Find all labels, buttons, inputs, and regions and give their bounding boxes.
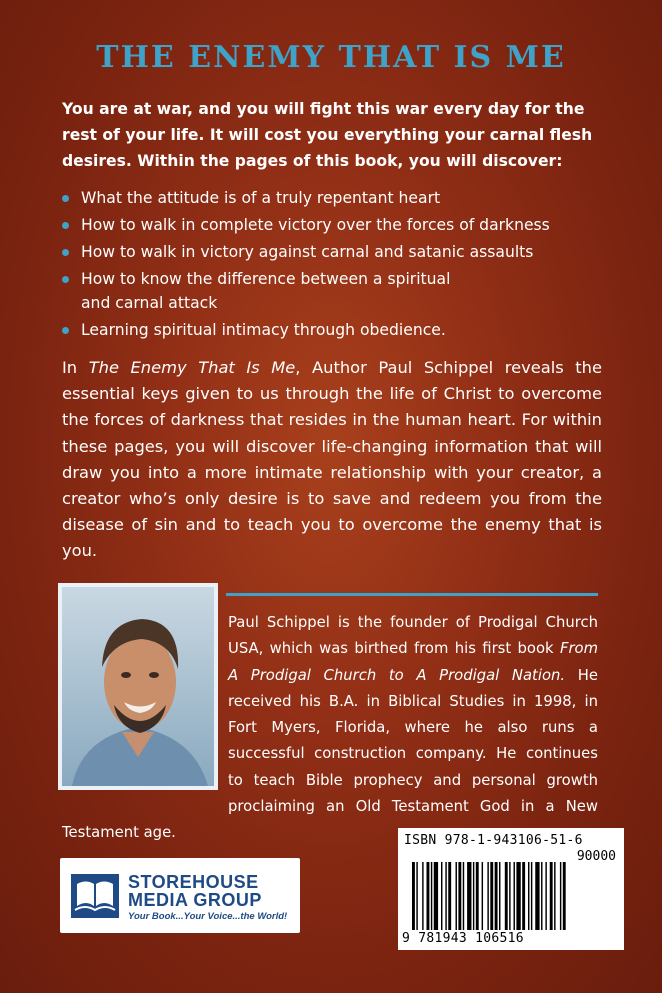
isbn-text: ISBN 978-1-943106-51-6: [404, 833, 583, 848]
publisher-tagline: Your Book...Your Voice...the World!: [128, 911, 288, 922]
bullet-dot-icon: [62, 276, 69, 283]
bullet-dot-icon: [62, 327, 69, 334]
bullet-dot-icon: [62, 249, 69, 256]
list-item: How to walk in victory against carnal and satanic assaults: [62, 240, 622, 264]
bullet-dot-icon: [62, 222, 69, 229]
publisher-name-line1: STOREHOUSE: [128, 872, 259, 892]
description-paragraph: In The Enemy That Is Me, Author Paul Schippel reveals the essential keys given to us through the life of Christ to overcome the forces of darkness that resides in the human heart. For within these pages, you will discover life-changing information that will draw you into a more intimate relationship with your creator, a creator who’s only desire is to save and redeem you from the disease of sin and to teach you to overcome the enemy that is you.: [62, 358, 602, 561]
barcode-bars-icon: [412, 862, 612, 930]
isbn-barcode: [398, 828, 624, 950]
author-bio: Paul Schippel is the founder of Prodigal Church USA, which was birthed from his first book From A Prodigal Church to A Prodigal Nation. He received his B.A. in Biblical Studies in 1998, in Fort Myers, Florida, where he also runs a successful construction company. He continues to teach Bible prophecy and personal growth proclaiming an Old Testament God in a New Testament age.: [62, 610, 598, 847]
bullet-list: [62, 186, 622, 345]
ean-number: 9 781943 106516: [402, 931, 524, 946]
price-code: 90000: [576, 849, 616, 864]
divider-rule: [226, 593, 598, 596]
list-item: How to know the difference between a spiritual and carnal attack: [62, 267, 622, 315]
book-title-italic: The Enemy That Is Me: [88, 358, 296, 377]
open-book-icon: [69, 872, 121, 920]
intro-paragraph: You are at war, and you will fight this war every day for the rest of your life. It will cost you everything your carnal flesh desires. Within the pages of this book, you will discover:: [62, 100, 593, 170]
photo-spacer: [62, 610, 222, 796]
publisher-logo: [60, 858, 300, 933]
bullet-dot-icon: [62, 195, 69, 202]
list-item: What the attitude is of a truly repentant heart: [62, 186, 622, 210]
list-item: Learning spiritual intimacy through obedience.: [62, 318, 622, 342]
publisher-name-line2: MEDIA GROUP: [128, 890, 262, 910]
first-book-title: From A Prodigal Church to A Prodigal Nation.: [228, 640, 598, 684]
book-title: THE ENEMY THAT IS ME: [96, 40, 566, 75]
list-item: How to walk in complete victory over the forces of darkness: [62, 213, 622, 237]
